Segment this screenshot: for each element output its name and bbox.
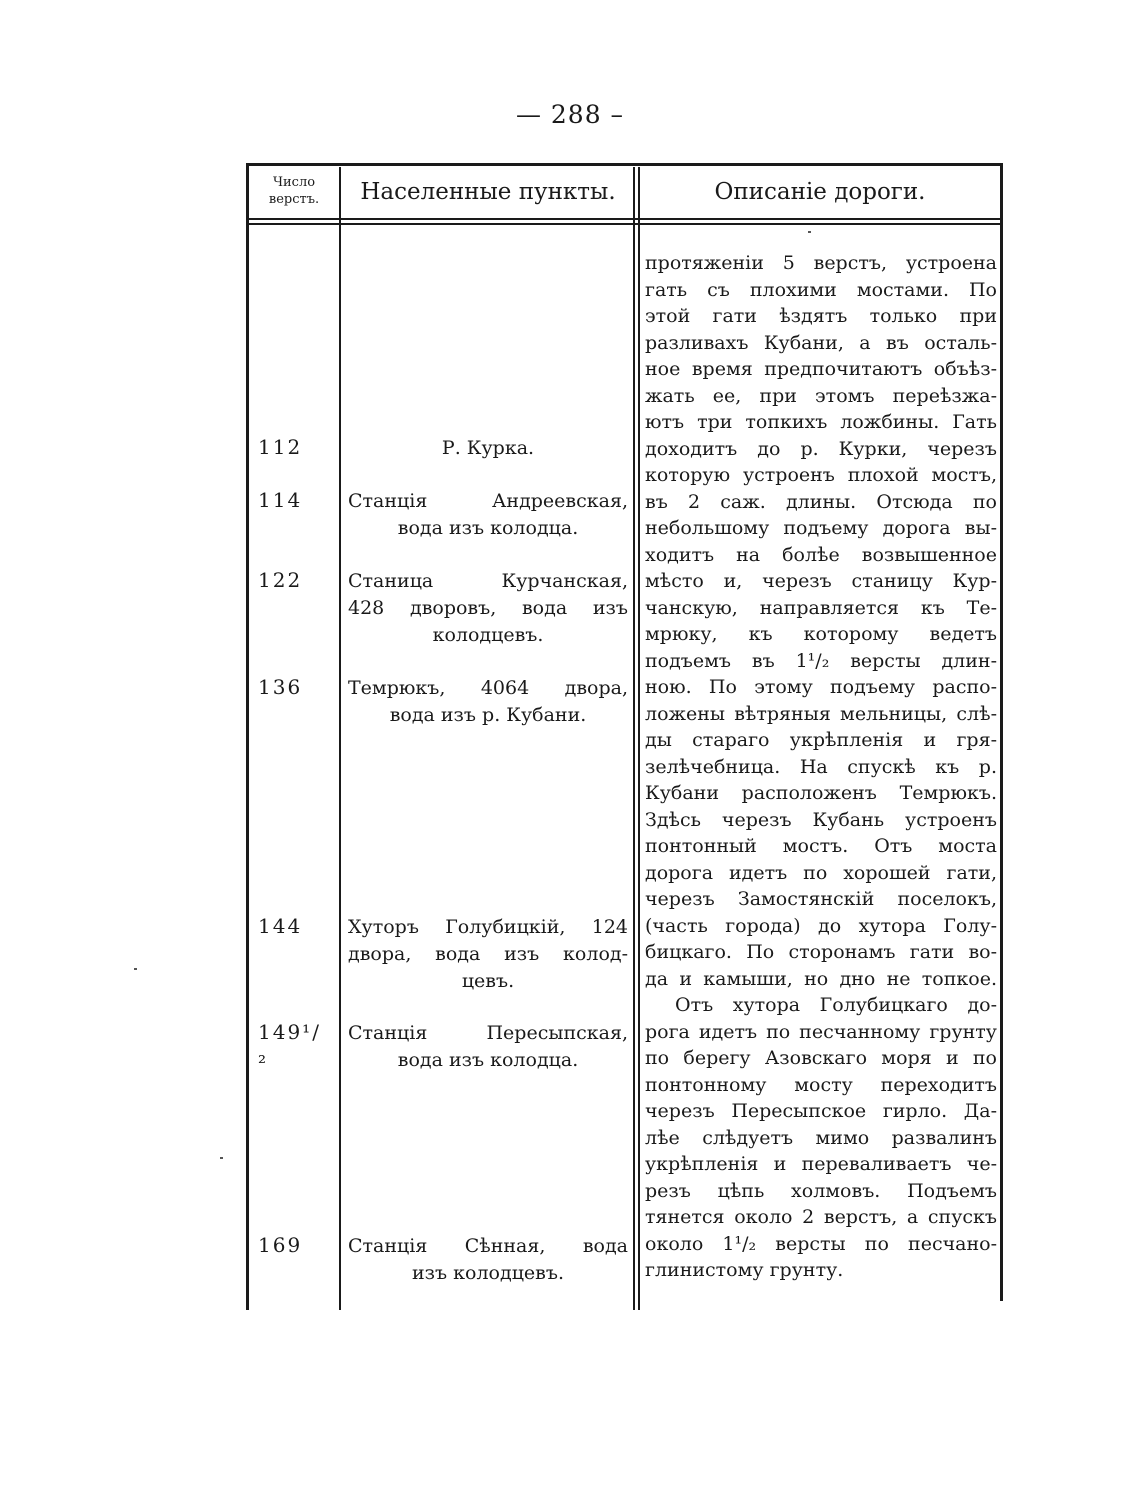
- description-line: глинистому грунту.: [645, 1259, 844, 1281]
- verst-cell: 112: [258, 435, 303, 459]
- description-line: Отъ хутора Голубицкаго до-: [675, 994, 997, 1016]
- place-cell: [348, 1020, 628, 1074]
- table-border-left: [246, 163, 249, 1310]
- verst-cell: 149¹/₂: [258, 1020, 321, 1068]
- description-line: черезъ Замостянскій поселокъ,: [645, 888, 997, 910]
- table-border-right: [1000, 163, 1003, 1301]
- scan-speck: [220, 1157, 223, 1159]
- description-line: доходитъ до р. Курки, черезъ: [645, 437, 997, 460]
- description-line: ютъ три топкихъ ложбины. Гать: [645, 411, 997, 433]
- description-line: которую устроенъ плохой мостъ,: [645, 464, 997, 486]
- column-divider-1: [339, 167, 341, 1310]
- place-cell: [348, 568, 628, 649]
- place-line: Р. Курка.: [441, 437, 535, 459]
- verst-cell: 122: [258, 568, 303, 592]
- table-top-rule: [246, 163, 1003, 166]
- description-line: рога идетъ по песчанному грунту: [645, 1020, 997, 1043]
- place-line: Станица Курчанская,: [348, 570, 628, 592]
- description-line: протяженіи 5 верстъ, устроена: [645, 252, 997, 274]
- scan-speck: [134, 968, 137, 970]
- header-points: Населенные пункты.: [360, 179, 616, 205]
- description-line: (часть города) до хутора Голу-: [645, 914, 997, 937]
- place-line: Станція Андреевская,: [348, 490, 628, 512]
- description-line: бицкаго. По сторонамъ гати во-: [645, 941, 997, 963]
- description-line: ложены вѣтряныя мельницы, слѣ-: [645, 702, 997, 725]
- place-line: Хуторъ Голубицкій, 124: [348, 916, 628, 938]
- column-divider-2a: [633, 167, 635, 1310]
- description-line: понтонный мостъ. Отъ моста: [645, 835, 997, 857]
- description-line: въ 2 саж. длины. Отсюда по: [645, 490, 997, 513]
- description-line: мрюку, къ которому ведетъ: [645, 623, 997, 645]
- description-line: небольшому подъему дорога вы-: [645, 517, 997, 539]
- description-line: укрѣпленія и переваливаетъ че-: [645, 1153, 997, 1175]
- description-line: ды стараго укрѣпленія и гря-: [645, 729, 997, 751]
- place-cell: [348, 914, 628, 995]
- description-line: да и камыши, но дно не топкое.: [645, 967, 997, 990]
- header-description: Описаніе дороги.: [714, 179, 926, 205]
- place-cell: [348, 675, 628, 729]
- page-number: — 288 –: [515, 100, 625, 129]
- place-cell: [348, 488, 628, 542]
- description-line: дорога идетъ по хорошей гати,: [645, 861, 997, 884]
- description-line: чанскую, направляется къ Те-: [645, 596, 997, 619]
- place-line: изъ колодцевъ.: [412, 1262, 564, 1284]
- place-cell: [348, 435, 628, 462]
- description-line: тянется около 2 верстъ, а спускъ: [645, 1206, 997, 1228]
- scan-speck: [808, 231, 811, 233]
- description-line: ною. По этому подъему распо-: [645, 676, 997, 698]
- description-line: понтонному мосту переходитъ: [645, 1073, 997, 1096]
- place-line: колодцевъ.: [432, 624, 544, 646]
- description-line: мѣсто и, черезъ станицу Кур-: [645, 570, 997, 592]
- place-line: 428 дворовъ, вода изъ: [348, 597, 628, 619]
- description-line: лѣе слѣдуетъ мимо развалинъ: [645, 1126, 997, 1149]
- description-line: этой гати ѣздятъ только при: [645, 305, 997, 327]
- column-divider-2b: [638, 167, 640, 1310]
- verst-cell: 144: [258, 914, 303, 938]
- header-verst: Число верстъ.: [268, 175, 320, 207]
- description-line: Кубани расположенъ Темрюкъ.: [645, 782, 997, 804]
- description-line: по берегу Азовскаго моря и по: [645, 1047, 997, 1069]
- verst-cell: 169: [258, 1233, 303, 1257]
- description-line: зелѣчебница. На спускѣ къ р.: [645, 755, 997, 778]
- description-line: Здѣсь черезъ Кубань устроенъ: [645, 808, 997, 831]
- description-line: гать съ плохими мостами. По: [645, 278, 997, 301]
- place-line: двора, вода изъ колод-: [348, 943, 628, 965]
- place-line: вода изъ р. Кубани.: [389, 704, 587, 726]
- description-line: резъ цѣпь холмовъ. Подъемъ: [645, 1179, 997, 1202]
- description-line: ходитъ на болѣе возвышенное: [645, 543, 997, 566]
- description-line: ное время предпочитаютъ объѣз-: [645, 358, 997, 380]
- place-line: вода изъ колодца.: [397, 517, 579, 539]
- place-cell: [348, 1233, 628, 1287]
- description-line: подъемъ въ 1¹/₂ версты длин-: [645, 649, 997, 672]
- place-line: Станція Сѣнная, вода: [348, 1235, 628, 1257]
- description-text: [645, 250, 997, 1284]
- header-rule-2: [246, 223, 1003, 225]
- verst-cell: 114: [258, 488, 303, 512]
- description-line: черезъ Пересыпское гирло. Да-: [645, 1100, 997, 1122]
- place-line: цевъ.: [461, 970, 515, 992]
- place-line: Темрюкъ, 4064 двора,: [348, 677, 628, 699]
- description-line: жать ее, при этомъ переѣзжа-: [645, 384, 997, 407]
- description-line: разливахъ Кубани, а въ осталь-: [645, 331, 997, 354]
- description-line: около 1¹/₂ версты по песчано-: [645, 1232, 997, 1255]
- place-line: Станція Пересыпская,: [348, 1022, 628, 1044]
- verst-cell: 136: [258, 675, 303, 699]
- header-rule-1: [246, 218, 1003, 220]
- place-line: вода изъ колодца.: [397, 1049, 579, 1071]
